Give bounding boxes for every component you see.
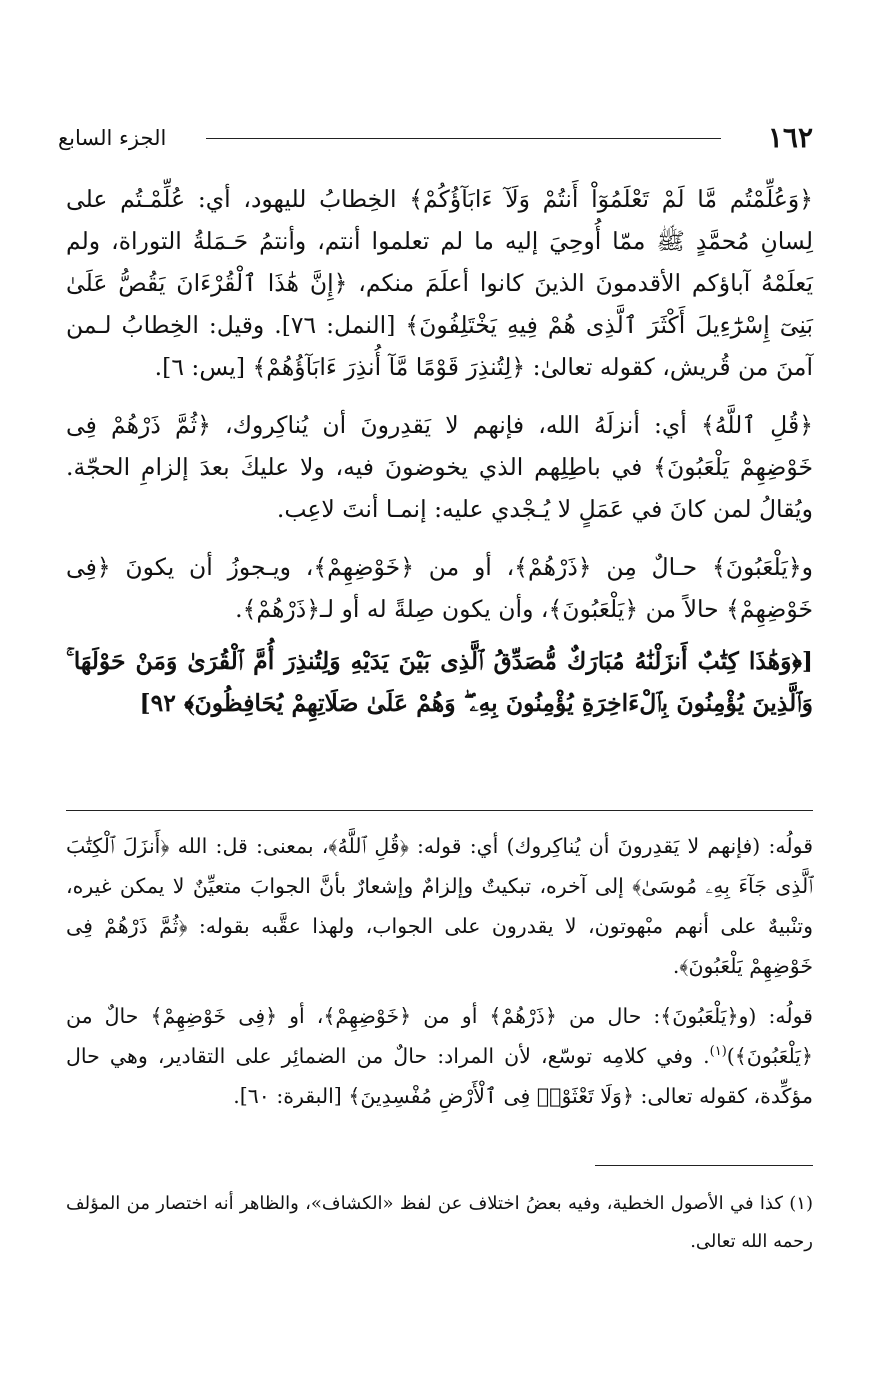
- commentary: [66, 826, 813, 1126]
- commentary-text: قولُه: (و﴿يَلْعَبُونَ﴾: حال من ﴿ذَرْهُمْ﴾ أو من ﴿خَوْضِهِمْ﴾، أو ﴿فِى خَوْضِهِمْ﴾ حالٌ من ﴿يَلْعَبُونَ﴾): [66, 1004, 813, 1068]
- commentary-text: . وفي كلامِه توسّع، لأن المراد: حالٌ من الضمائِر على التقادير، وهي حال مؤكِّدة، كقوله تعالى: ﴿وَلَا تَعْثَوْا۟ فِى ٱلْأَرْضِ مُفْسِدِينَ﴾ [البقرة: ٦٠].: [66, 1044, 813, 1108]
- main-paragraph: ﴿قُلِ ٱللَّهُ﴾ أي: أنزلَهُ الله، فإنهم لا يَقدِرونَ أن يُناكِروك، ﴿ثُمَّ ذَرْهُمْ فِى خَوْضِهِمْ يَلْعَبُونَ﴾ في باطِلِهم الذي يخوضونَ فيه، ولا عليكَ بعدَ إلزامِ الحجّة. ويُقالُ لمن كانَ في عَمَلٍ لا يُـجْدي عليه: إنمـا أنتَ لاعِب.: [66, 411, 813, 523]
- part-title: الجزء السابع: [58, 126, 167, 150]
- commentary-paragraph: [66, 996, 813, 1116]
- quran-verse: [﴿وَهَٰذَا كِتَٰبٌ أَنزَلْنَٰهُ مُبَارَكٌ مُّصَدِّقُ ٱلَّذِى بَيْنَ يَدَيْهِ وَلِتُنذِرَ أُمَّ ٱلْقُرَىٰ وَمَنْ حَوْلَهَا ۚ وَٱلَّذِينَ يُؤْمِنُونَ بِٱلْءَاخِرَةِ يُؤْمِنُونَ بِهِۦ ۖ وَهُمْ عَلَىٰ صَلَاتِهِمْ يُحَافِظُونَ﴾ ٩٢]: [66, 647, 813, 717]
- footnote-divider: [595, 1165, 813, 1166]
- commentary-paragraph: قولُه: (فإنهم لا يَقدِرونَ أن يُناكِروك) أي: قوله: ﴿قُلِ ٱللَّهُ﴾، بمعنى: قل: الله ﴿أَنزَلَ ٱلْكِتَٰبَ ٱلَّذِى جَآءَ بِهِۦ مُوسَىٰ﴾ إلى آخره، تبكيتٌ وإلزامٌ وإشعارٌ بأنَّ الجوابَ متعيِّنٌ لا يمكن غيره، وتنْبيهٌ على أنهم مبْهوتون، لا يقدرون على الجواب، ولهذا عقَّبه بقوله: ﴿ثُمَّ ذَرْهُمْ فِى خَوْضِهِمْ يَلْعَبُونَ﴾.: [66, 834, 813, 978]
- header-rule: [206, 138, 721, 139]
- footnotes: [66, 1185, 813, 1261]
- footnote: (١) كذا في الأصول الخطية، وفيه بعضُ اختلاف عن لفظ «الكشاف»، والظاهر أنه اختصار من المؤلف رحمه الله تعالى.: [66, 1193, 813, 1252]
- footnote-reference[interactable]: (١): [709, 1044, 727, 1060]
- page-header: [58, 118, 813, 158]
- main-paragraph: ﴿وَعُلِّمْتُم مَّا لَمْ تَعْلَمُوٓاْ أَنتُمْ وَلَآ ءَابَآؤُكُمْ﴾ الخِطابُ لليهود، أي: عُلِّمْـتُم على لِسانِ مُحمَّدٍ ﷺ ممّا أُوحِيَ إليه ما لم تعلموا أنتم، وأنتمُ حَـمَلةُ التوراة، ولم يَعلَمْهُ آباؤكم الأقدمونَ الذينَ كانوا أعلَمَ منكم، ﴿إِنَّ هَٰذَا ٱلْقُرْءَانَ يَقُصُّ عَلَىٰ بَنِىٓ إِسْرَٰٓءِيلَ أَكْثَرَ ٱلَّذِى هُمْ فِيهِ يَخْتَلِفُونَ﴾ [النمل: ٧٦]. وقيل: الخِطابُ لـمن آمنَ من قُريش، كقوله تعالىٰ: ﴿لِتُنذِرَ قَوْمًا مَّآ أُنذِرَ ءَابَآؤُهُمْ﴾ [يس: ٦].: [66, 185, 814, 381]
- main-paragraph: و﴿يَلْعَبُونَ﴾ حـالٌ مِن ﴿ذَرْهُمْ﴾، أو من ﴿خَوْضِهِمْ﴾، ويـجوزُ أن يكونَ ﴿فِى خَوْضِهِمْ﴾ حالاً من ﴿يَلْعَبُونَ﴾، وأن يكون صِلةً له أو لـ﴿ذَرْهُمْ﴾.: [66, 553, 813, 623]
- main-text: [66, 178, 813, 740]
- section-divider: [66, 810, 813, 811]
- page-number: ١٦٢: [767, 121, 813, 154]
